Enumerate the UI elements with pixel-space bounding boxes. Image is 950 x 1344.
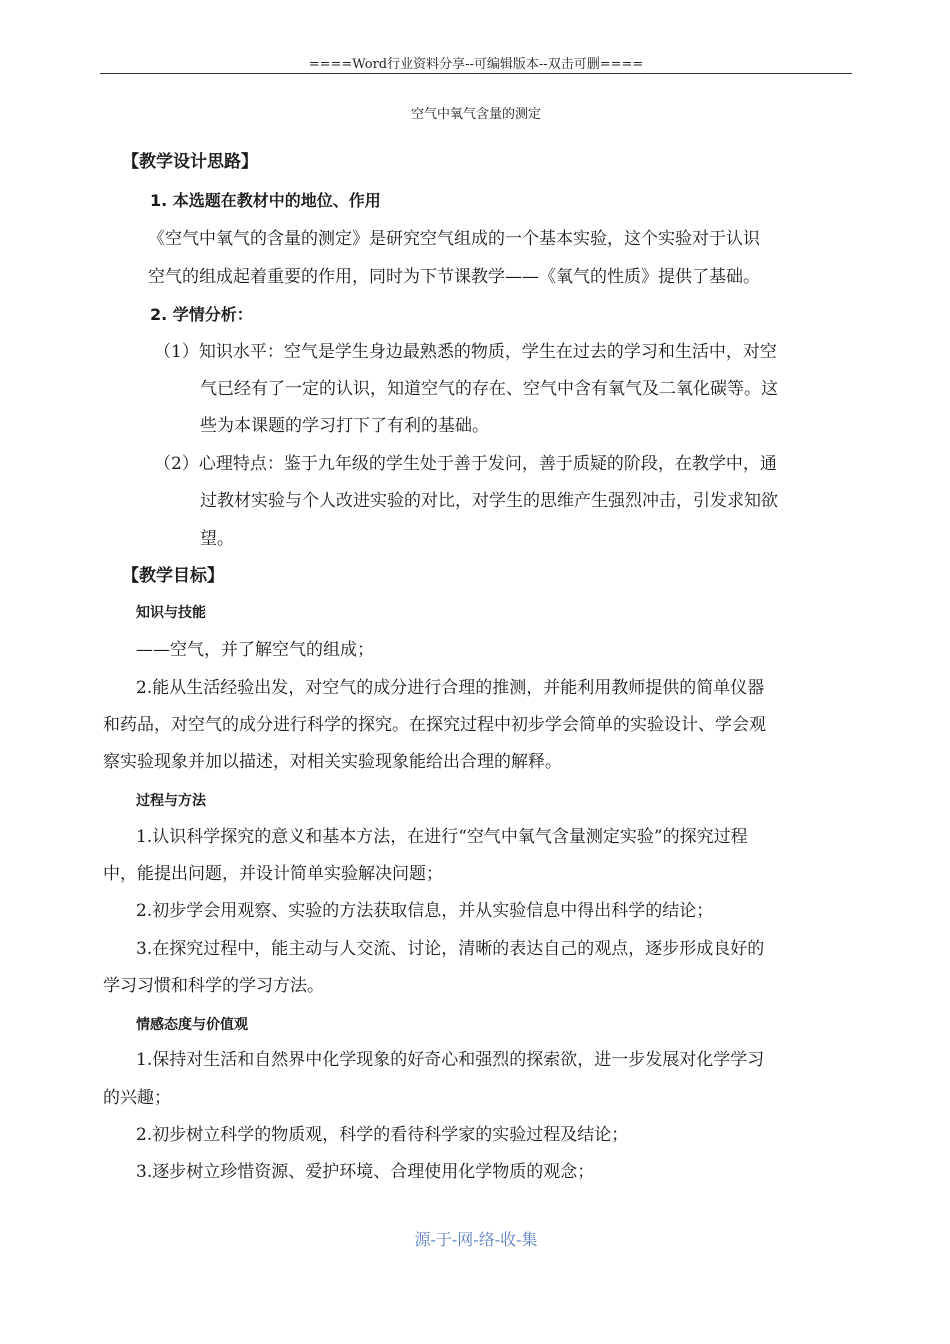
header-divider (100, 73, 852, 74)
goals-heading: 【教学目标】 (122, 566, 224, 586)
knowledge-line: 和药品，对空气的成分进行科学的探究。在探究过程中初步学会简单的实验设计、学会观 (103, 715, 766, 735)
process-line: 1.认识科学探究的意义和基本方法，在进行“空气中氧气含量测定实验”的探究过程 (136, 827, 748, 847)
process-line: 中，能提出问题，并设计简单实验解决问题； (103, 864, 443, 884)
knowledge-line: 察实验现象并加以描述，对相关实验现象能给出合理的解释。 (103, 752, 562, 772)
analysis-psychology-line: 望。 (200, 529, 234, 549)
analysis-knowledge-line: （1）知识水平：空气是学生身边最熟悉的物质，学生在过去的学习和生活中，对空 (154, 342, 777, 362)
process-line: 学习习惯和科学的学习方法。 (103, 976, 324, 996)
process-line: 2.初步学会用观察、实验的方法获取信息，并从实验信息中得出科学的结论； (136, 901, 714, 921)
analysis-knowledge-line: 气已经有了一定的认识，知道空气的存在、空气中含有氧气及二氧化碳等。这 (200, 379, 778, 399)
emotion-heading: 情感态度与价值观 (136, 1017, 248, 1033)
emotion-line: 1.保持对生活和自然界中化学现象的好奇心和强烈的探索欲，进一步发展对化学学习 (136, 1050, 765, 1070)
process-line: 3.在探究过程中，能主动与人交流、讨论，清晰的表达自己的观点，逐步形成良好的 (136, 939, 765, 959)
emotion-line: 3.逐步树立珍惜资源、爱护环境、合理使用化学物质的观念； (136, 1162, 595, 1182)
analysis-psychology-line: 过教材实验与个人改进实验的对比，对学生的思维产生强烈冲击，引发求知欲 (200, 491, 778, 511)
page-footer-text: 源-于-网-络-收-集 (414, 1230, 538, 1249)
design-heading: 【教学设计思路】 (122, 152, 258, 172)
analysis-psychology-line: （2）心理特点：鉴于九年级的学生处于善于发问，善于质疑的阶段，在教学中，通 (154, 454, 777, 474)
process-heading: 过程与方法 (136, 793, 206, 809)
emotion-line: 的兴趣； (103, 1088, 171, 1108)
knowledge-line: ——空气，并了解空气的组成； (136, 640, 374, 660)
document-title: 空气中氧气含量的测定 (410, 107, 541, 122)
item1-heading: 1. 本选题在教材中的地位、作用 (150, 191, 381, 210)
item2-heading: 2. 学情分析： (150, 305, 253, 324)
emotion-line: 2.初步树立科学的物质观，科学的看待科学家的实验过程及结论； (136, 1125, 629, 1145)
page-header-text: ====Word行业资料分享--可编辑版本--双击可删==== (308, 57, 644, 72)
analysis-knowledge-line: 些为本课题的学习打下了有利的基础。 (200, 416, 489, 436)
knowledge-heading: 知识与技能 (136, 605, 206, 621)
item1-paragraph-line: 空气的组成起着重要的作用，同时为下节课教学——《氧气的性质》提供了基础。 (148, 267, 760, 287)
knowledge-line: 2.能从生活经验出发，对空气的成分进行合理的推测，并能利用教师提供的简单仪器 (136, 678, 765, 698)
item1-paragraph-line: 《空气中氧气的含量的测定》是研究空气组成的一个基本实验，这个实验对于认识 (148, 229, 760, 249)
